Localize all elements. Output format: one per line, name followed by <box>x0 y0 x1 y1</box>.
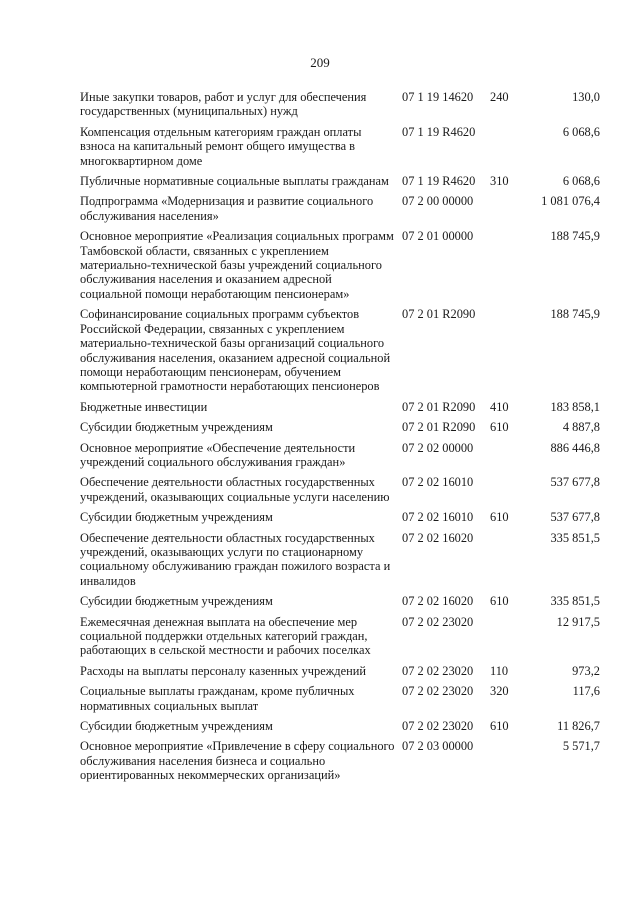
row-expense-type: 610 <box>490 719 509 734</box>
table-row <box>80 174 600 188</box>
row-name: Обеспечение деятельности областных государственных учреждений, оказывающих услуги по стационарному социальному обслуживанию граждан пожилого возраста и инвалидов <box>80 530 391 588</box>
row-amount: 335 851,5 <box>550 594 600 609</box>
row-amount: 1 081 076,4 <box>541 194 600 209</box>
row-amount: 188 745,9 <box>550 307 600 322</box>
row-code: 07 2 02 16010 <box>402 475 474 490</box>
table-row <box>80 719 600 733</box>
table-row <box>80 684 600 713</box>
row-expense-type: 320 <box>490 684 509 699</box>
row-code: 07 2 02 23020 <box>402 684 474 699</box>
row-code: 07 2 01 00000 <box>402 229 474 244</box>
row-name: Основное мероприятие «Обеспечение деятельности учреждений социального обслуживания граждан» <box>80 440 356 469</box>
row-code: 07 2 01 R2090 <box>402 399 476 414</box>
row-code: 07 2 02 16010 <box>402 510 474 525</box>
row-code: 07 1 19 14620 <box>402 90 474 104</box>
page-number: 209 <box>310 55 330 70</box>
row-name: Компенсация отдельным категориям граждан оплаты взноса на капитальный ремонт общего имущества в многоквартирном доме <box>80 124 362 168</box>
table-row <box>80 420 600 434</box>
row-code: 07 2 02 23020 <box>402 614 474 629</box>
table-row <box>80 510 600 524</box>
row-amount: 537 677,8 <box>550 475 600 490</box>
table-row <box>80 194 600 223</box>
row-amount: 12 917,5 <box>556 614 600 629</box>
row-code: 07 2 01 R2090 <box>402 420 476 435</box>
row-name: Софинансирование социальных программ субъектов Российской Федерации, связанных с укреплением материально-технической базы организаций социального обслуживания населения, оказанием адресной социальной помощи неработающим пенсионерам, обучением компьютерной грамотности неработающих пенсионеров <box>80 307 391 394</box>
row-name: Обеспечение деятельности областных государственных учреждений, оказывающих социальные услуги населению <box>80 475 390 504</box>
table-row <box>80 739 600 782</box>
row-name: Основное мероприятие «Реализация социальных программ Тамбовской области, связанных с укреплением материально-технической базы учреждений социального обслуживания населения и оказанием адресной социальной помощи неработающим пенсионерам» <box>80 229 394 301</box>
row-amount: 188 745,9 <box>550 229 600 244</box>
table-row <box>80 475 600 504</box>
budget-table <box>80 90 600 789</box>
row-name: Публичные нормативные социальные выплаты гражданам <box>80 174 389 189</box>
table-row <box>80 400 600 414</box>
table-row <box>80 90 600 119</box>
row-code: 07 2 02 23020 <box>402 663 474 678</box>
row-name: Ежемесячная денежная выплата на обеспечение мер социальной поддержки отдельных категорий граждан, работающих в сельской местности и рабочих поселках <box>80 614 371 658</box>
row-name: Субсидии бюджетным учреждениям <box>80 510 273 525</box>
row-name: Иные закупки товаров, работ и услуг для обеспечения государственных (муниципальных) нужд <box>80 90 367 119</box>
table-row <box>80 125 600 168</box>
row-code: 07 1 19 R4620 <box>402 124 476 139</box>
row-code: 07 2 01 R2090 <box>402 307 476 322</box>
row-amount: 4 887,8 <box>562 420 600 435</box>
row-name: Бюджетные инвестиции <box>80 399 208 414</box>
row-expense-type: 610 <box>490 510 509 525</box>
row-amount: 886 446,8 <box>550 440 600 455</box>
row-amount: 6 068,6 <box>562 124 600 139</box>
row-expense-type: 310 <box>490 174 509 189</box>
row-expense-type: 410 <box>490 399 509 414</box>
row-amount: 117,6 <box>572 684 600 699</box>
row-amount: 537 677,8 <box>550 510 600 525</box>
row-name: Субсидии бюджетным учреждениям <box>80 719 273 734</box>
row-name: Субсидии бюджетным учреждениям <box>80 420 273 435</box>
row-code: 07 2 02 16020 <box>402 594 474 609</box>
table-row <box>80 307 600 393</box>
table-row <box>80 594 600 608</box>
row-expense-type: 240 <box>490 90 509 104</box>
row-code: 07 2 02 00000 <box>402 440 474 455</box>
row-name: Расходы на выплаты персоналу казенных учреждений <box>80 663 366 678</box>
row-name: Социальные выплаты гражданам, кроме публичных нормативных социальных выплат <box>80 684 355 713</box>
row-amount: 130,0 <box>572 90 600 104</box>
row-name: Субсидии бюджетным учреждениям <box>80 594 273 609</box>
row-code: 07 2 02 16020 <box>402 530 474 545</box>
table-row <box>80 441 600 470</box>
row-amount: 183 858,1 <box>550 399 600 414</box>
row-amount: 5 571,7 <box>562 739 600 754</box>
row-code: 07 2 02 23020 <box>402 719 474 734</box>
row-amount: 11 826,7 <box>557 719 600 734</box>
row-amount: 973,2 <box>572 663 600 678</box>
table-row <box>80 531 600 589</box>
table-row <box>80 229 600 301</box>
row-name: Основное мероприятие «Привлечение в сферу социального обслуживания населения бизнеса и социально ориентированных некоммерческих организаций» <box>80 739 395 783</box>
row-expense-type: 110 <box>490 663 509 678</box>
row-code: 07 2 00 00000 <box>402 194 474 209</box>
table-row <box>80 664 600 678</box>
row-code: 07 2 03 00000 <box>402 739 474 754</box>
row-name: Подпрограмма «Модернизация и развитие социального обслуживания населения» <box>80 194 374 223</box>
row-expense-type: 610 <box>490 594 509 609</box>
row-amount: 335 851,5 <box>550 530 600 545</box>
row-code: 07 1 19 R4620 <box>402 174 476 189</box>
row-expense-type: 610 <box>490 420 509 435</box>
table-row <box>80 615 600 658</box>
row-amount: 6 068,6 <box>562 174 600 189</box>
